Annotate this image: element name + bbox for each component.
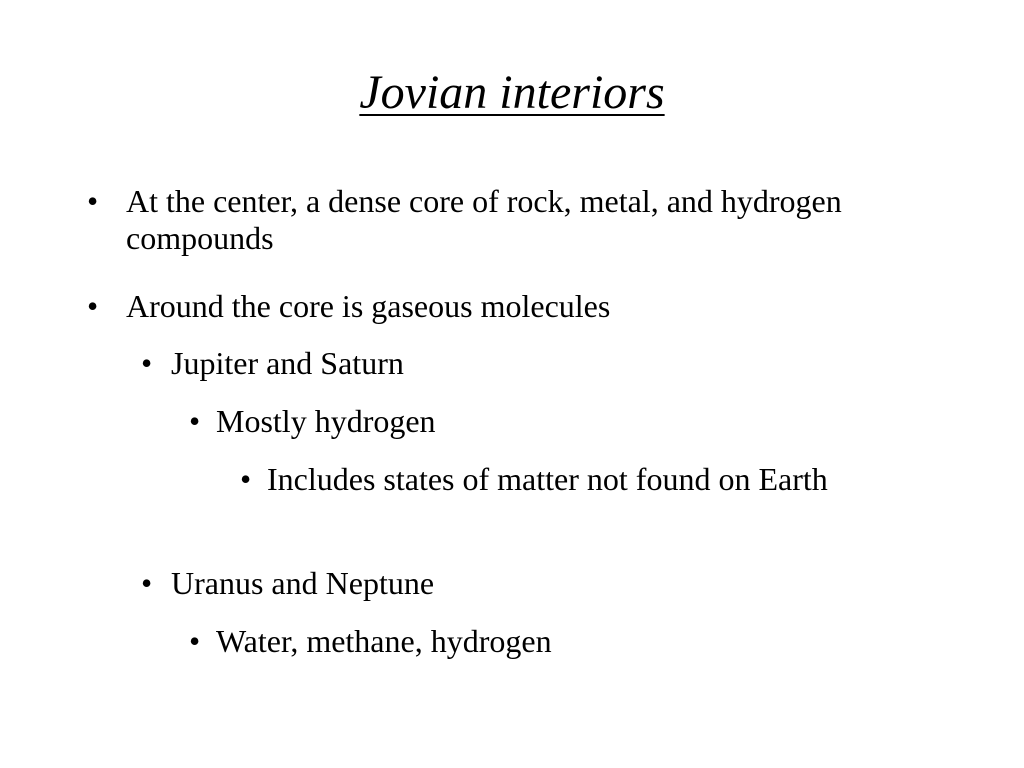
bullet-marker: • (189, 403, 201, 439)
bullet-text: Water, methane, hydrogen (216, 623, 552, 659)
bullet-text: At the center, a dense core of rock, metal, and hydrogen compounds (126, 183, 842, 256)
bullet-item (87, 288, 886, 325)
bullet-item (240, 461, 887, 498)
bullet-marker: • (189, 623, 201, 659)
bullet-text: Jupiter and Saturn (171, 345, 404, 381)
bullet-marker: • (87, 288, 99, 324)
bullet-item (141, 345, 871, 382)
slide-title-text: Jovian interiors (359, 66, 665, 119)
bullet-item (141, 565, 871, 602)
bullet-marker: • (240, 461, 252, 497)
bullet-text: Includes states of matter not found on Earth (267, 461, 828, 497)
bullet-text: Mostly hydrogen (216, 403, 436, 439)
bullet-item (189, 623, 896, 660)
bullet-marker: • (141, 565, 153, 601)
bullet-marker: • (87, 183, 99, 219)
bullet-text: Uranus and Neptune (171, 565, 435, 601)
bullet-marker: • (141, 345, 153, 381)
bullet-item (189, 403, 896, 440)
bullet-text: Around the core is gaseous molecules (126, 288, 611, 324)
slide-title (0, 62, 1024, 124)
bullet-item (87, 183, 886, 257)
